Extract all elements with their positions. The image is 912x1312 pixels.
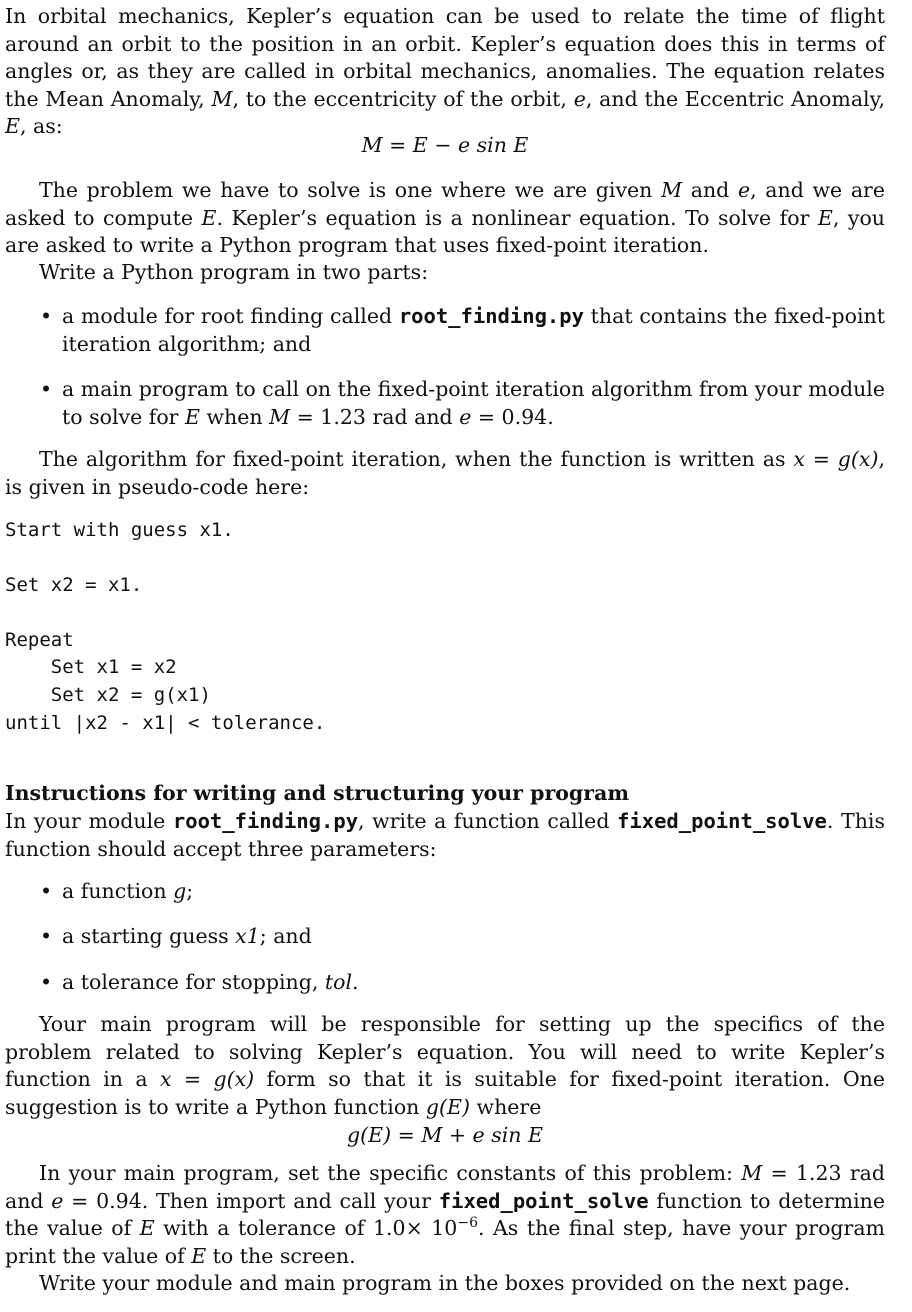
b1-text-b: that contains the fixed-point iteration algorithm; and bbox=[62, 304, 885, 356]
param-tol-text bbox=[62, 969, 885, 997]
var-E: E bbox=[817, 205, 833, 230]
bullet-dot: • bbox=[40, 970, 53, 994]
function-name: fixed_point_solve bbox=[438, 1188, 649, 1213]
g-of-E: g(E) bbox=[425, 1094, 470, 1119]
intro-paragraph bbox=[5, 3, 885, 141]
problem-text-b: and bbox=[682, 178, 738, 202]
bullet-main-text bbox=[62, 376, 885, 431]
two-parts-line: Write a Python program in two parts: bbox=[39, 260, 429, 284]
function-name: fixed_point_solve bbox=[617, 809, 827, 833]
b5-text-b: . bbox=[352, 970, 359, 994]
var-m: M bbox=[269, 404, 291, 429]
p6-text-c: where bbox=[470, 1094, 542, 1119]
intro-text-b: , to the eccentricity of the orbit, bbox=[232, 86, 574, 111]
bullet-param-x1 bbox=[40, 923, 885, 951]
var-E: E bbox=[185, 404, 200, 429]
b2-text-c: = 1.23 rad and bbox=[290, 404, 460, 429]
module-filename: root_finding.py bbox=[172, 809, 359, 833]
p7-text-b: = 1.23 rad and bbox=[5, 1161, 885, 1213]
p5-text-c: . This function should accept three parameters: bbox=[5, 809, 885, 861]
b5-text-a: a tolerance for stopping, bbox=[62, 970, 325, 994]
bullet-dot: • bbox=[40, 879, 53, 903]
code-line-4: Set x1 = x2 bbox=[5, 656, 177, 678]
p7-text-a: In your main program, set the specific constants of this problem: bbox=[39, 1161, 742, 1185]
constants-paragraph bbox=[5, 1160, 885, 1270]
var-x1: x1 bbox=[235, 924, 260, 948]
p7-text-e: with a tolerance of 1.0× 10 bbox=[154, 1216, 458, 1240]
instructions-heading: Instructions for writing and structuring your program bbox=[5, 781, 630, 805]
p7-text-g: to the screen. bbox=[206, 1243, 356, 1268]
b3-text-b: ; bbox=[186, 879, 194, 903]
b2-text-d: = 0.94. bbox=[471, 404, 554, 429]
param-x1-text bbox=[62, 923, 885, 951]
code-line-5: Set x2 = g(x1) bbox=[5, 684, 211, 706]
problem-paragraph bbox=[5, 177, 885, 260]
problem-text-c: , and we are asked to compute bbox=[5, 178, 885, 230]
problem-text-a: The problem we have to solve is one where we are given bbox=[39, 178, 662, 202]
b4-text-b: ; and bbox=[259, 924, 312, 948]
algo-text-a: The algorithm for fixed-point iteration, when the function is written as bbox=[39, 447, 794, 471]
problem-text-e: , you are asked to write a Python program that uses fixed-point iteration. bbox=[5, 205, 885, 257]
var-m: M bbox=[661, 178, 683, 202]
b1-text-a: a module for root finding called bbox=[62, 304, 399, 328]
bullet-module-text bbox=[62, 303, 885, 358]
p6-text-b: form so that it is suitable for fixed-point iteration. One suggestion is to write a Python function bbox=[5, 1067, 885, 1119]
code-line-2: Set x2 = x1. bbox=[5, 574, 143, 596]
code-line-1: Start with guess x1. bbox=[5, 519, 234, 541]
var-E: E bbox=[191, 1243, 207, 1268]
problem-text-d: . Kepler’s equation is a nonlinear equation. To solve for bbox=[216, 205, 818, 230]
bullet-dot: • bbox=[40, 924, 53, 948]
var-m: M bbox=[741, 1161, 763, 1185]
intro-text-d: , as: bbox=[19, 114, 63, 138]
bullet-dot: • bbox=[40, 304, 53, 328]
main-program-paragraph bbox=[5, 1011, 885, 1121]
fixed-point-form: x = g(x) bbox=[159, 1067, 255, 1091]
p5-text-a: In your module bbox=[5, 809, 173, 833]
var-tol: tol bbox=[324, 970, 353, 994]
intro-text-c: , and the Eccentric Anomaly, bbox=[585, 86, 885, 111]
bullet-param-tol bbox=[40, 969, 885, 997]
p7-text-c: = 0.94. Then import and call your bbox=[63, 1188, 439, 1213]
algo-text-b: , is given in pseudo-code here: bbox=[5, 447, 885, 499]
var-m: M bbox=[211, 86, 233, 111]
p7-text-f: . As the final step, have your program print the value of bbox=[5, 1216, 885, 1268]
var-E: E bbox=[139, 1216, 155, 1240]
p6-text-a: Your main program will be responsible for setting up the specifics of the problem related to solving Kepler’s equation. You will need to write Kepler’s function in a bbox=[5, 1012, 885, 1091]
exponent: −6 bbox=[457, 1215, 478, 1232]
intro-text-a: In orbital mechanics, Kepler’s equation can be used to relate the time of flight around an orbit to the position in an orbit. Kepler’s equation does this in terms of angles or, as they are called in orbital mechanics, anomalies. The equation relates the Mean Anomaly, bbox=[5, 4, 885, 111]
code-line-3: Repeat bbox=[5, 629, 74, 651]
closing-line: Write your module and main program in the boxes provided on the next page. bbox=[39, 1271, 851, 1295]
var-E: E bbox=[5, 114, 20, 138]
kepler-equation: M = E − e sin E bbox=[361, 133, 529, 157]
g-equation: g(E) = M + e sin E bbox=[347, 1123, 543, 1147]
bullet-dot: • bbox=[40, 377, 53, 401]
var-g: g bbox=[173, 879, 187, 903]
b3-text-a: a function bbox=[62, 879, 174, 903]
bullet-main-program bbox=[40, 376, 885, 431]
fixed-point-form: x = g(x) bbox=[793, 447, 879, 471]
p7-text-d: function to determine the value of bbox=[5, 1188, 885, 1240]
instructions-paragraph bbox=[5, 808, 885, 863]
var-e: e bbox=[573, 86, 586, 111]
b4-text-a: a starting guess bbox=[62, 924, 236, 948]
bullet-module bbox=[40, 303, 885, 358]
var-E: E bbox=[201, 205, 217, 230]
algorithm-paragraph bbox=[5, 446, 885, 501]
var-e: e bbox=[459, 404, 472, 429]
param-g-text bbox=[62, 878, 885, 906]
module-filename: root_finding.py bbox=[398, 304, 584, 328]
var-e: e bbox=[737, 178, 751, 202]
b2-text-b: when bbox=[199, 404, 270, 429]
b2-text-a: a main program to call on the fixed-point iteration algorithm from your module to solve for bbox=[62, 377, 885, 429]
p5-text-b: , write a function called bbox=[358, 809, 618, 833]
bullet-param-g bbox=[40, 878, 885, 906]
code-line-6: until |x2 - x1| < tolerance. bbox=[5, 712, 326, 734]
var-e: e bbox=[51, 1188, 64, 1213]
